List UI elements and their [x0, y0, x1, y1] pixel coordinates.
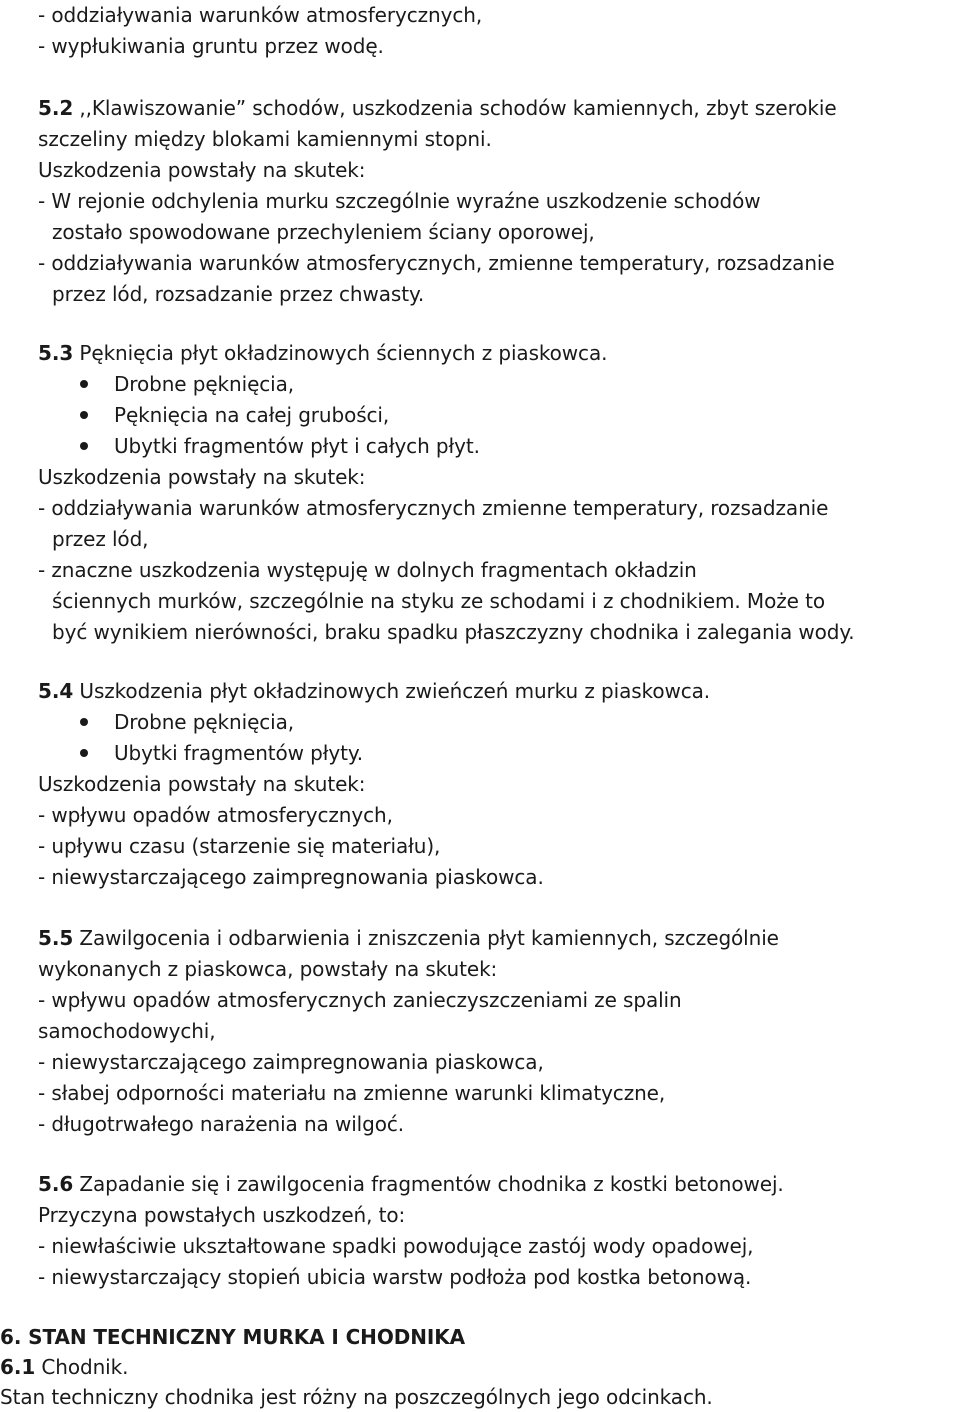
section-5-3-heading — [38, 338, 607, 368]
section-title: Pęknięcia płyt okładzinowych ściennych z piaskowca. — [79, 341, 608, 365]
bullet-icon — [80, 749, 88, 757]
section-number: 5.4 — [38, 679, 74, 703]
section-5-6-heading — [38, 1169, 784, 1199]
text-line: przez lód, — [52, 527, 149, 551]
list-item: Pęknięcia na całej grubości, — [114, 403, 390, 427]
section-number: 5.6 — [38, 1172, 74, 1196]
section-title: Zapadanie się i zawilgocenia fragmentów chodnika z kostki betonowej. — [79, 1172, 784, 1196]
text-line: - znaczne uszkodzenia występuję w dolnych fragmentach okładzin — [38, 558, 697, 582]
list-item: Ubytki fragmentów płyt i całych płyt. — [114, 434, 480, 458]
text-line: - niewystarczający stopień ubicia warstw podłoża pod kostka betonową. — [38, 1265, 752, 1289]
text-line: przez lód, rozsadzanie przez chwasty. — [52, 282, 425, 306]
chapter-6-heading: 6. STAN TECHNICZNY MURKA I CHODNIKA — [0, 1325, 465, 1349]
bullet-icon — [80, 380, 88, 388]
text-line: - upływu czasu (starzenie się materiału), — [38, 834, 441, 858]
text-line: ściennych murków, szczególnie na styku ze schodami i z chodnikiem. Może to — [52, 589, 825, 613]
text-line: - długotrwałego narażenia na wilgoć. — [38, 1112, 405, 1136]
text-line: Uszkodzenia powstały na skutek: — [38, 465, 366, 489]
bullet-icon — [80, 442, 88, 450]
text-line: wykonanych z piaskowca, powstały na skutek: — [38, 957, 498, 981]
text-line: - wpływu opadów atmosferycznych zanieczyszczeniami ze spalin — [38, 988, 682, 1012]
text-line: - wypłukiwania gruntu przez wodę. — [38, 34, 384, 58]
section-number: 5.5 — [38, 926, 74, 950]
text-line: - słabej odporności materiału na zmienne warunki klimatyczne, — [38, 1081, 666, 1105]
section-5-5-heading — [38, 923, 779, 953]
list-item: Drobne pęknięcia, — [114, 372, 295, 396]
text-line: - niewystarczającego zaimpregnowania piaskowca, — [38, 1050, 544, 1074]
section-title: ,,Klawiszowanie” schodów, uszkodzenia schodów kamiennych, zbyt szerokie — [79, 96, 837, 120]
section-number: 6.1 — [0, 1355, 36, 1379]
text-line: - niewłaściwie ukształtowane spadki powodujące zastój wody opadowej, — [38, 1234, 754, 1258]
text-line: Przyczyna powstałych uszkodzeń, to: — [38, 1203, 406, 1227]
text-line: - oddziaływania warunków atmosferycznych zmienne temperatury, rozsadzanie — [38, 496, 829, 520]
section-title: Uszkodzenia płyt okładzinowych zwieńczeń murku z piaskowca. — [79, 679, 711, 703]
text-line: - wpływu opadów atmosferycznych, — [38, 803, 393, 827]
text-line: zostało spowodowane przechyleniem ściany oporowej, — [52, 220, 595, 244]
section-5-2-heading — [38, 93, 837, 123]
section-5-4-heading — [38, 676, 710, 706]
text-line: samochodowychi, — [38, 1019, 216, 1043]
bullet-icon — [80, 411, 88, 419]
text-line: Uszkodzenia powstały na skutek: — [38, 158, 366, 182]
section-title: Chodnik. — [41, 1355, 129, 1379]
text-line: - oddziaływania warunków atmosferycznych, zmienne temperatury, rozsadzanie — [38, 251, 835, 275]
section-number: 5.2 — [38, 96, 74, 120]
section-6-1-heading — [0, 1352, 128, 1382]
section-number: 5.3 — [38, 341, 74, 365]
text-line: Stan techniczny chodnika jest różny na poszczególnych jego odcinkach. — [0, 1385, 713, 1409]
text-line: Uszkodzenia powstały na skutek: — [38, 772, 366, 796]
bullet-icon — [80, 718, 88, 726]
section-title: Zawilgocenia i odbarwienia i zniszczenia płyt kamiennych, szczególnie — [79, 926, 779, 950]
text-line: być wynikiem nierówności, braku spadku płaszczyzny chodnika i zalegania wody. — [52, 620, 855, 644]
text-line: - W rejonie odchylenia murku szczególnie wyraźne uszkodzenie schodów — [38, 189, 761, 213]
list-item: Ubytki fragmentów płyty. — [114, 741, 363, 765]
list-item: Drobne pęknięcia, — [114, 710, 295, 734]
text-line: - niewystarczającego zaimpregnowania piaskowca. — [38, 865, 544, 889]
text-line: - oddziaływania warunków atmosferycznych, — [38, 3, 483, 27]
text-line: szczeliny między blokami kamiennymi stopni. — [38, 127, 492, 151]
